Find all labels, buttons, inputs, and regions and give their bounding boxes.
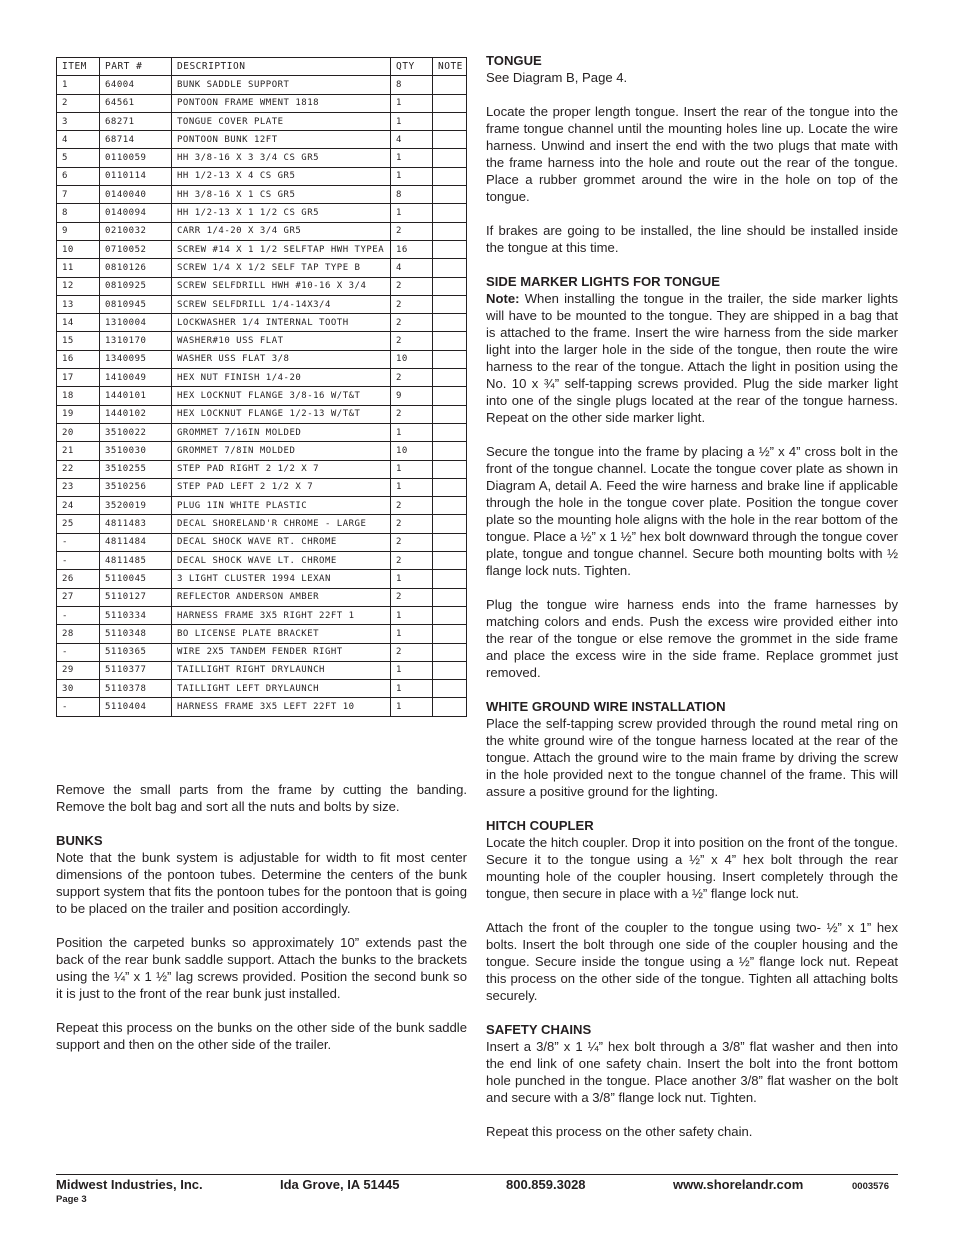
- cell-qty: 2: [391, 314, 433, 332]
- hitch-coupler-paragraph-1: Locate the hitch coupler. Drop it into position on the front of the tongue. Secure it to the tongue using a ½” x 4” hex bolt through the rear mounting hole of the coupler housing. Insert completely through the tongue, then secure in place with a ½” flange lock nut.: [486, 835, 898, 901]
- cell-qty: 1: [391, 460, 433, 478]
- cell-note: [433, 222, 467, 240]
- cell-note: [433, 295, 467, 313]
- tongue-reference: See Diagram B, Page 4.: [486, 70, 628, 85]
- cell-qty: 2: [391, 405, 433, 423]
- cell-note: [433, 259, 467, 277]
- cell-item: 25: [57, 515, 100, 533]
- cell-note: [433, 405, 467, 423]
- cell-description: HEX NUT FINISH 1/4-20: [172, 369, 391, 387]
- cell-item: -: [57, 552, 100, 570]
- cell-part-number: 5110045: [100, 570, 172, 588]
- table-row: [57, 625, 467, 643]
- table-row: [57, 167, 467, 185]
- cell-item: 6: [57, 167, 100, 185]
- tongue-heading: TONGUE: [486, 53, 542, 68]
- cell-part-number: 4811485: [100, 552, 172, 570]
- cell-description: HH 1/2-13 X 1 1/2 CS GR5: [172, 204, 391, 222]
- cell-qty: 1: [391, 94, 433, 112]
- cell-description: HH 3/8-16 X 1 CS GR5: [172, 186, 391, 204]
- safety-chains-heading: SAFETY CHAINS: [486, 1022, 592, 1037]
- cell-note: [433, 423, 467, 441]
- cell-note: [433, 369, 467, 387]
- header-item: ITEM: [57, 58, 100, 76]
- cell-part-number: 3510022: [100, 423, 172, 441]
- tongue-section: [486, 52, 898, 256]
- cell-item: 15: [57, 332, 100, 350]
- cell-description: 3 LIGHT CLUSTER 1994 LEXAN: [172, 570, 391, 588]
- cell-description: HH 1/2-13 X 4 CS GR5: [172, 167, 391, 185]
- hitch-coupler-section: [486, 817, 898, 1004]
- cell-qty: 2: [391, 332, 433, 350]
- cell-item: 12: [57, 277, 100, 295]
- cell-note: [433, 570, 467, 588]
- cell-qty: 8: [391, 186, 433, 204]
- ground-wire-heading: WHITE GROUND WIRE INSTALLATION: [486, 699, 726, 714]
- cell-description: HH 3/8-16 X 3 3/4 CS GR5: [172, 149, 391, 167]
- cell-description: SCREW #14 X 1 1/2 SELFTAP HWH TYPEA: [172, 240, 391, 258]
- cell-note: [433, 552, 467, 570]
- table-row: [57, 94, 467, 112]
- cell-note: [433, 588, 467, 606]
- cell-item: 4: [57, 131, 100, 149]
- cell-description: WASHER#10 USS FLAT: [172, 332, 391, 350]
- cell-part-number: 68714: [100, 131, 172, 149]
- cell-item: 29: [57, 661, 100, 679]
- cell-note: [433, 76, 467, 94]
- cell-item: 27: [57, 588, 100, 606]
- cell-part-number: 0810925: [100, 277, 172, 295]
- intro-paragraph: Remove the small parts from the frame by cutting the banding. Remove the bolt bag and sort all the nuts and bolts by size.: [56, 782, 467, 814]
- table-row: [57, 295, 467, 313]
- cell-part-number: 1440102: [100, 405, 172, 423]
- hitch-coupler-paragraph-2: Attach the front of the coupler to the tongue using two- ½” x 1” hex bolts. Insert the bolt through one side of the coupler housing and the tongue. Secure inside the tongue using a ½” flange lock nut. Repeat this process on the other side of the tongue. Tighten all attaching bolts securely.: [486, 920, 898, 1003]
- cell-description: DECAL SHOCK WAVE RT. CHROME: [172, 533, 391, 551]
- side-marker-heading: SIDE MARKER LIGHTS FOR TONGUE: [486, 274, 720, 289]
- cell-note: [433, 350, 467, 368]
- cell-qty: 2: [391, 295, 433, 313]
- cell-description: HARNESS FRAME 3X5 LEFT 22FT 10: [172, 698, 391, 716]
- cell-qty: 2: [391, 277, 433, 295]
- header-qty: QTY: [391, 58, 433, 76]
- cell-item: 23: [57, 478, 100, 496]
- cell-item: 18: [57, 387, 100, 405]
- cell-part-number: 5110365: [100, 643, 172, 661]
- parts-table-header-row: [57, 58, 467, 76]
- cell-description: GROMMET 7/16IN MOLDED: [172, 423, 391, 441]
- table-row: [57, 131, 467, 149]
- header-description: DESCRIPTION: [172, 58, 391, 76]
- cell-item: -: [57, 606, 100, 624]
- cell-note: [433, 112, 467, 130]
- cell-note: [433, 533, 467, 551]
- table-row: [57, 661, 467, 679]
- cell-note: [433, 186, 467, 204]
- bunks-paragraph-2: Position the carpeted bunks so approximately 10” extends past the back of the rear bunk saddle support. Attach the bunks to the brackets using the ¼” x 1 ½” lag screws provided. Position the second bunk so it is just to the front of the rear bunk just installed.: [56, 935, 467, 1001]
- cell-qty: 1: [391, 112, 433, 130]
- cell-qty: 1: [391, 606, 433, 624]
- cell-part-number: 1340095: [100, 350, 172, 368]
- cell-qty: 8: [391, 76, 433, 94]
- cell-qty: 1: [391, 204, 433, 222]
- table-row: [57, 387, 467, 405]
- cell-qty: 1: [391, 625, 433, 643]
- cell-part-number: 1310170: [100, 332, 172, 350]
- cell-part-number: 0710052: [100, 240, 172, 258]
- cell-part-number: 0810945: [100, 295, 172, 313]
- cell-description: REFLECTOR ANDERSON AMBER: [172, 588, 391, 606]
- cell-qty: 1: [391, 478, 433, 496]
- cell-part-number: 3510256: [100, 478, 172, 496]
- side-marker-note-text: When installing the tongue in the trailer, the side marker lights will have to be mounted to the tongue. They are shipped in a bag that is attached to the frame. Insert the wire harness from the side marker light into the larger hole in the side of the tongue, then route the wire harness to the rear of the tongue. Attach the light in position using the No. 10 x ¾” self-tapping screws provided. Plug the side marker light into one of the single plugs located at the rear of the tongue harness. Repeat on the other side marker light.: [486, 291, 898, 425]
- cell-note: [433, 149, 467, 167]
- cell-qty: 10: [391, 350, 433, 368]
- cell-qty: 2: [391, 643, 433, 661]
- cell-part-number: 5110334: [100, 606, 172, 624]
- cell-description: SCREW SELFDRILL 1/4-14X3/4: [172, 295, 391, 313]
- cell-qty: 2: [391, 533, 433, 551]
- cell-note: [433, 497, 467, 515]
- cell-description: PONTOON BUNK 12FT: [172, 131, 391, 149]
- table-row: [57, 405, 467, 423]
- table-row: [57, 149, 467, 167]
- table-row: [57, 369, 467, 387]
- header-part-number: PART #: [100, 58, 172, 76]
- bunks-paragraph-3: Repeat this process on the bunks on the other side of the bunk saddle support and then on the other side of the trailer.: [56, 1020, 467, 1052]
- cell-description: HARNESS FRAME 3X5 RIGHT 22FT 1: [172, 606, 391, 624]
- table-row: [57, 350, 467, 368]
- cell-item: 22: [57, 460, 100, 478]
- table-row: [57, 442, 467, 460]
- note-label: Note:: [486, 291, 520, 306]
- table-row: [57, 332, 467, 350]
- table-row: [57, 240, 467, 258]
- cell-note: [433, 643, 467, 661]
- cell-note: [433, 698, 467, 716]
- table-row: [57, 112, 467, 130]
- table-row: [57, 186, 467, 204]
- cell-description: WASHER USS FLAT 3/8: [172, 350, 391, 368]
- cell-qty: 4: [391, 131, 433, 149]
- cell-item: 2: [57, 94, 100, 112]
- table-row: [57, 533, 467, 551]
- table-row: [57, 277, 467, 295]
- cell-note: [433, 204, 467, 222]
- cell-note: [433, 332, 467, 350]
- table-row: [57, 515, 467, 533]
- table-row: [57, 204, 467, 222]
- cell-note: [433, 94, 467, 112]
- cell-qty: 2: [391, 497, 433, 515]
- ground-wire-section: [486, 698, 898, 800]
- cell-description: HEX LOCKNUT FLANGE 3/8-16 W/T&T: [172, 387, 391, 405]
- table-row: [57, 552, 467, 570]
- cell-qty: 2: [391, 552, 433, 570]
- cell-note: [433, 314, 467, 332]
- cell-part-number: 3510255: [100, 460, 172, 478]
- cell-item: 3: [57, 112, 100, 130]
- cell-part-number: 5110127: [100, 588, 172, 606]
- cell-qty: 1: [391, 570, 433, 588]
- cell-item: -: [57, 698, 100, 716]
- parts-table-body: [57, 76, 467, 716]
- table-row: [57, 588, 467, 606]
- bunks-paragraph-1: Note that the bunk system is adjustable for width to fit most center dimensions of the pontoon tubes. Determine the centers of the bunk support system that fits the pontoon tubes for the pontoon that is going to be placed on the trailer and position accordingly.: [56, 850, 467, 916]
- cell-part-number: 1440101: [100, 387, 172, 405]
- cell-qty: 1: [391, 423, 433, 441]
- table-row: [57, 259, 467, 277]
- cell-note: [433, 661, 467, 679]
- cell-part-number: 5110404: [100, 698, 172, 716]
- cell-part-number: 68271: [100, 112, 172, 130]
- footer-page-number: Page 3: [56, 1194, 87, 1205]
- footer-website: www.shorelandr.com: [673, 1177, 804, 1192]
- table-row: [57, 460, 467, 478]
- cell-description: TAILLIGHT RIGHT DRYLAUNCH: [172, 661, 391, 679]
- cell-qty: 1: [391, 167, 433, 185]
- cell-qty: 16: [391, 240, 433, 258]
- cell-item: 20: [57, 423, 100, 441]
- cell-part-number: 1410049: [100, 369, 172, 387]
- cell-part-number: 4811484: [100, 533, 172, 551]
- cell-item: 14: [57, 314, 100, 332]
- cell-qty: 2: [391, 588, 433, 606]
- cell-description: WIRE 2X5 TANDEM FENDER RIGHT: [172, 643, 391, 661]
- table-row: [57, 478, 467, 496]
- cell-description: STEP PAD RIGHT 2 1/2 X 7: [172, 460, 391, 478]
- hitch-coupler-heading: HITCH COUPLER: [486, 818, 594, 833]
- intro-section: [56, 781, 467, 815]
- cell-item: 9: [57, 222, 100, 240]
- table-row: [57, 314, 467, 332]
- cell-item: 5: [57, 149, 100, 167]
- safety-chains-paragraph-2: Repeat this process on the other safety chain.: [486, 1124, 753, 1139]
- table-row: [57, 423, 467, 441]
- ground-wire-paragraph: Place the self-tapping screw provided through the round metal ring on the white ground wire of the tongue harness located at the rear of the tongue. Attach the ground wire to the main frame by driving the screw in the hole provided next to the tongue channel of the frame. This will assure a positive ground for the lighting.: [486, 716, 898, 799]
- cell-item: 30: [57, 680, 100, 698]
- cell-note: [433, 606, 467, 624]
- cell-description: LOCKWASHER 1/4 INTERNAL TOOTH: [172, 314, 391, 332]
- cell-description: BO LICENSE PLATE BRACKET: [172, 625, 391, 643]
- cell-item: 17: [57, 369, 100, 387]
- cell-note: [433, 387, 467, 405]
- cell-note: [433, 167, 467, 185]
- safety-chains-paragraph-1: Insert a 3/8” x 1 ¼” hex bolt through a 3/8” flat washer and then into the end link of one safety chain. Insert the bolt into the front bottom hole punched in the tongue. Place another 3/8” flat washer on the bolt and secure with a 3/8” flange lock nut. Tighten.: [486, 1039, 898, 1105]
- footer-phone: 800.859.3028: [506, 1177, 586, 1192]
- cell-part-number: 5110348: [100, 625, 172, 643]
- cell-note: [433, 478, 467, 496]
- cell-qty: 2: [391, 222, 433, 240]
- side-marker-paragraph-3: Plug the tongue wire harness ends into the frame harnesses by matching colors and ends. Push the excess wire provided either into the rear of the tongue or else remove the grommet in the side frame and place the excess wire in the side frame. Replace grommet just removed.: [486, 597, 898, 680]
- table-row: [57, 497, 467, 515]
- cell-description: BUNK SADDLE SUPPORT: [172, 76, 391, 94]
- cell-item: 13: [57, 295, 100, 313]
- cell-description: TAILLIGHT LEFT DRYLAUNCH: [172, 680, 391, 698]
- cell-description: SCREW 1/4 X 1/2 SELF TAP TYPE B: [172, 259, 391, 277]
- cell-description: PONTOON FRAME WMENT 1818: [172, 94, 391, 112]
- cell-qty: 1: [391, 661, 433, 679]
- cell-note: [433, 131, 467, 149]
- table-row: [57, 698, 467, 716]
- table-row: [57, 643, 467, 661]
- header-note: NOTE: [433, 58, 467, 76]
- cell-part-number: 0140040: [100, 186, 172, 204]
- table-row: [57, 76, 467, 94]
- cell-item: 16: [57, 350, 100, 368]
- cell-part-number: 0110059: [100, 149, 172, 167]
- cell-part-number: 64004: [100, 76, 172, 94]
- cell-part-number: 0140094: [100, 204, 172, 222]
- bunks-section: [56, 832, 467, 1053]
- footer-city: Ida Grove, IA 51445: [280, 1177, 400, 1192]
- cell-item: 1: [57, 76, 100, 94]
- tongue-paragraph-2: If brakes are going to be installed, the line should be installed inside the tongue at this time.: [486, 223, 898, 255]
- side-marker-section: [486, 273, 898, 681]
- cell-item: 26: [57, 570, 100, 588]
- footer-document-code: 0003576: [852, 1181, 889, 1192]
- side-marker-paragraph-1: [486, 290, 898, 426]
- cell-part-number: 0210032: [100, 222, 172, 240]
- cell-qty: 2: [391, 515, 433, 533]
- safety-chains-section: [486, 1021, 898, 1140]
- side-marker-paragraph-2: Secure the tongue into the frame by placing a ½” x 4” cross bolt in the front of the tongue channel. Locate the tongue cover plate as shown in Diagram A, detail A. Feed the wire harness and brake line if applicable through the hole in the tongue cover plate. Position the tongue cover plate so the mounting hole aligns with the hole in the rear bottom of the tongue. Place a ½” x 1 ½” hex bolt downward through the tongue cover plate, tongue and tongue channel. Secure both mounting bolts with ½ flange lock nuts. Tighten.: [486, 444, 898, 578]
- cell-item: 28: [57, 625, 100, 643]
- cell-part-number: 64561: [100, 94, 172, 112]
- cell-part-number: 3510030: [100, 442, 172, 460]
- cell-part-number: 5110378: [100, 680, 172, 698]
- cell-description: SCREW SELFDRILL HWH #10-16 X 3/4: [172, 277, 391, 295]
- cell-part-number: 1310004: [100, 314, 172, 332]
- cell-description: GROMMET 7/8IN MOLDED: [172, 442, 391, 460]
- cell-note: [433, 460, 467, 478]
- cell-item: 19: [57, 405, 100, 423]
- parts-table: [56, 57, 467, 717]
- cell-part-number: 3520019: [100, 497, 172, 515]
- cell-item: 21: [57, 442, 100, 460]
- cell-item: 11: [57, 259, 100, 277]
- table-row: [57, 570, 467, 588]
- left-column: [56, 781, 467, 1070]
- cell-qty: 9: [391, 387, 433, 405]
- table-row: [57, 606, 467, 624]
- right-column: [486, 52, 898, 1157]
- cell-part-number: 0110114: [100, 167, 172, 185]
- cell-item: 7: [57, 186, 100, 204]
- bunks-heading: BUNKS: [56, 833, 103, 848]
- cell-part-number: 5110377: [100, 661, 172, 679]
- cell-qty: 1: [391, 680, 433, 698]
- cell-qty: 10: [391, 442, 433, 460]
- footer-company: Midwest Industries, Inc.: [56, 1177, 203, 1192]
- table-row: [57, 680, 467, 698]
- cell-item: 24: [57, 497, 100, 515]
- cell-qty: 1: [391, 149, 433, 167]
- cell-note: [433, 625, 467, 643]
- cell-qty: 4: [391, 259, 433, 277]
- cell-description: TONGUE COVER PLATE: [172, 112, 391, 130]
- cell-qty: 2: [391, 369, 433, 387]
- table-row: [57, 222, 467, 240]
- cell-description: STEP PAD LEFT 2 1/2 X 7: [172, 478, 391, 496]
- cell-description: CARR 1/4-20 X 3/4 GR5: [172, 222, 391, 240]
- cell-qty: 1: [391, 698, 433, 716]
- cell-item: 8: [57, 204, 100, 222]
- cell-item: 10: [57, 240, 100, 258]
- cell-description: PLUG 1IN WHITE PLASTIC: [172, 497, 391, 515]
- tongue-paragraph-1: Locate the proper length tongue. Insert the rear of the tongue into the frame tongue channel until the mounting holes line up. Locate the wire harness. Unwind and insert the end with the two plugs that mate with the frame harness into the hole and route out the rear of the tongue. Place a rubber grommet around the wire in the hole on top of the tongue.: [486, 104, 898, 204]
- cell-note: [433, 680, 467, 698]
- cell-item: -: [57, 533, 100, 551]
- cell-description: HEX LOCKNUT FLANGE 1/2-13 W/T&T: [172, 405, 391, 423]
- cell-note: [433, 515, 467, 533]
- cell-note: [433, 240, 467, 258]
- cell-part-number: 0810126: [100, 259, 172, 277]
- footer-divider: [56, 1174, 898, 1175]
- cell-note: [433, 277, 467, 295]
- cell-description: DECAL SHOCK WAVE LT. CHROME: [172, 552, 391, 570]
- cell-description: DECAL SHORELAND'R CHROME - LARGE: [172, 515, 391, 533]
- cell-part-number: 4811483: [100, 515, 172, 533]
- cell-note: [433, 442, 467, 460]
- cell-item: -: [57, 643, 100, 661]
